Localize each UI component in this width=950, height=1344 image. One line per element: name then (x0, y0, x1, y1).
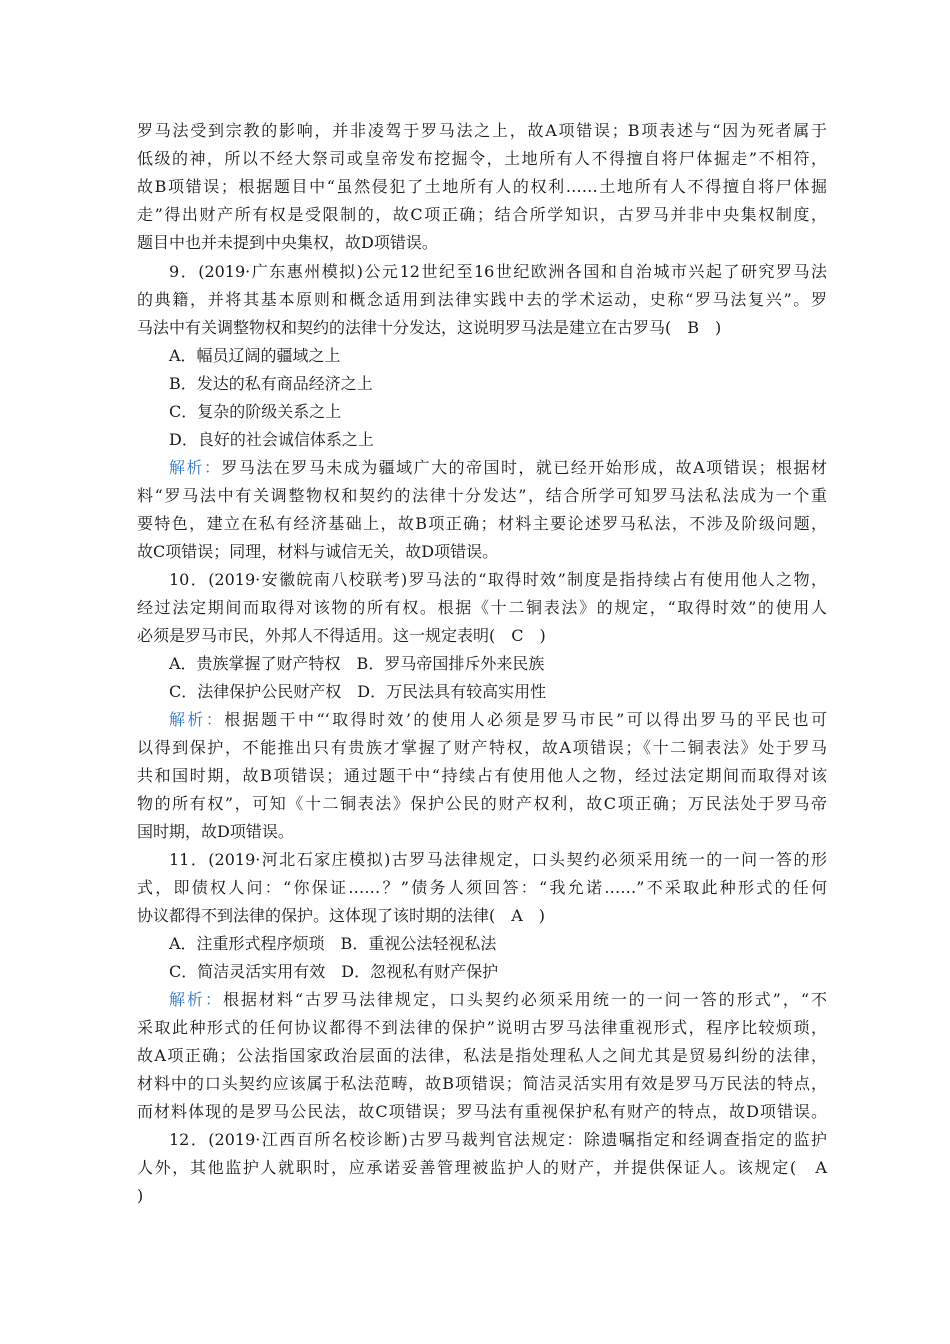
question-10-analysis: 以得到保护，不能推出只有贵族才掌握了财产特权，故A项错误；《十二铜表法》处于罗马 (137, 738, 827, 757)
question-11-options-cd: C．简洁灵活实用有效 D．忽视私有财产保护 (169, 962, 499, 981)
question-9-analysis: 故C项错误；同理，材料与诚信无关，故D项错误。 (137, 542, 499, 561)
question-11-stem: 协议都得不到法律的保护。这体现了该时期的法律( A ) (137, 906, 546, 925)
question-10-analysis (169, 710, 827, 730)
question-12-stem: 人外，其他监护人就职时，应承诺妥善管理被监护人的财产，并提供保证人。该规定( A (137, 1158, 827, 1177)
text-line: 走”得出财产所有权是受限制的，故C项正确；结合所学知识，古罗马并非中央集权制度， (137, 205, 827, 224)
analysis-text: 罗马法在罗马未成为疆域广大的帝国时，就已经开始形成，故A项错误；根据材 (221, 458, 827, 477)
question-10-analysis: 物的所有权”，可知《十二铜表法》保护公民的财产权利，故C项正确；万民法处于罗马帝 (137, 794, 827, 813)
question-9-stem: 马法中有关调整物权和契约的法律十分发达，这说明罗马法是建立在古罗马( B ) (137, 318, 722, 337)
question-9-analysis: 要特色，建立在私有经济基础上，故B项正确；材料主要论述罗马私法，不涉及阶级问题， (137, 514, 827, 533)
analysis-text: 根据题干中“‘取得时效’的使用人必须是罗马市民”可以得出罗马的平民也可 (224, 710, 827, 729)
question-9-option-c: C．复杂的阶级关系之上 (169, 402, 342, 421)
question-10-options-cd: C．法律保护公民财产权 D．万民法具有较高实用性 (169, 682, 547, 701)
question-9-option-a: A．幅员辽阔的疆域之上 (169, 346, 341, 365)
question-10-stem: 10．(2019·安徽皖南八校联考)罗马法的“取得时效”制度是指持续占有使用他人之物， (169, 570, 827, 589)
question-11-analysis (169, 990, 827, 1010)
text-line: 故B项错误；根据题目中“虽然侵犯了土地所有人的权利……土地所有人不得擅自将尸体掘 (137, 177, 827, 196)
question-10-analysis: 共和国时期，故B项错误；通过题干中“持续占有使用他人之物，经过法定期间而取得对该 (137, 766, 827, 785)
question-11-analysis: 而材料体现的是罗马公民法，故C项错误；罗马法有重视保护私有财产的特点，故D项错误。 (137, 1102, 827, 1121)
question-11-analysis: 采取此种形式的任何协议都得不到法律的保护”说明古罗马法律重视形式，程序比较烦琐， (137, 1018, 827, 1037)
question-12-stem: 12．(2019·江西百所名校诊断)古罗马裁判官法规定：除遗嘱指定和经调查指定的监护 (169, 1130, 827, 1149)
question-12-stem: ) (137, 1186, 144, 1205)
analysis-label: 解析： (169, 458, 222, 477)
question-10-stem: 经过法定期间而取得对该物的所有权。根据《十二铜表法》的规定，“取得时效”的使用人 (137, 598, 827, 617)
analysis-label: 解析： (169, 710, 225, 729)
question-11-analysis: 材料中的口头契约应该属于私法范畴，故B项错误；简洁灵活实用有效是罗马万民法的特点， (137, 1074, 827, 1093)
question-9-stem: 的典籍，并将其基本原则和概念适用到法律实践中去的学术运动，史称“罗马法复兴”。罗 (137, 290, 827, 309)
text-line: 罗马法受到宗教的影响，并非凌驾于罗马法之上，故A项错误；B项表述与“因为死者属于 (137, 121, 827, 140)
question-9-analysis: 料“罗马法中有关调整物权和契约的法律十分发达”，结合所学可知罗马法私法成为一个重 (137, 486, 827, 505)
question-10-options-ab: A．贵族掌握了财产特权 B．罗马帝国排斥外来民族 (169, 654, 545, 673)
question-9-stem: 9．(2019·广东惠州模拟)公元12世纪至16世纪欧洲各国和自治城市兴起了研究罗马法 (169, 262, 827, 281)
question-10-analysis: 国时期，故D项错误。 (137, 822, 294, 841)
analysis-text: 根据材料“古罗马法律规定，口头契约必须采用统一的一问一答的形式”，“不 (222, 990, 827, 1009)
analysis-label: 解析： (169, 990, 223, 1009)
question-11-stem: 11．(2019·河北石家庄模拟)古罗马法律规定，口头契约必须采用统一的一问一答的形 (169, 850, 827, 869)
question-11-options-ab: A．注重形式程序烦琐 B．重视公法轻视私法 (169, 934, 497, 953)
text-line: 题目中也并未提到中央集权，故D项错误。 (137, 233, 438, 252)
question-9-analysis (169, 458, 827, 478)
question-9-option-d: D．良好的社会诚信体系之上 (169, 430, 374, 449)
question-10-stem: 必须是罗马市民，外邦人不得适用。这一规定表明( C ) (137, 626, 546, 645)
question-11-analysis: 故A项正确；公法指国家政治层面的法律，私法是指处理私人之间尤其是贸易纠纷的法律， (137, 1046, 827, 1065)
question-11-stem: 式，即债权人问：“你保证……？”债务人须回答：“我允诺……”不采取此种形式的任何 (137, 878, 827, 897)
text-line: 低级的神，所以不经大祭司或皇帝发布挖掘令，土地所有人不得擅自将尸体掘走”不相符， (137, 149, 827, 168)
question-9-option-b: B．发达的私有商品经济之上 (169, 374, 373, 393)
